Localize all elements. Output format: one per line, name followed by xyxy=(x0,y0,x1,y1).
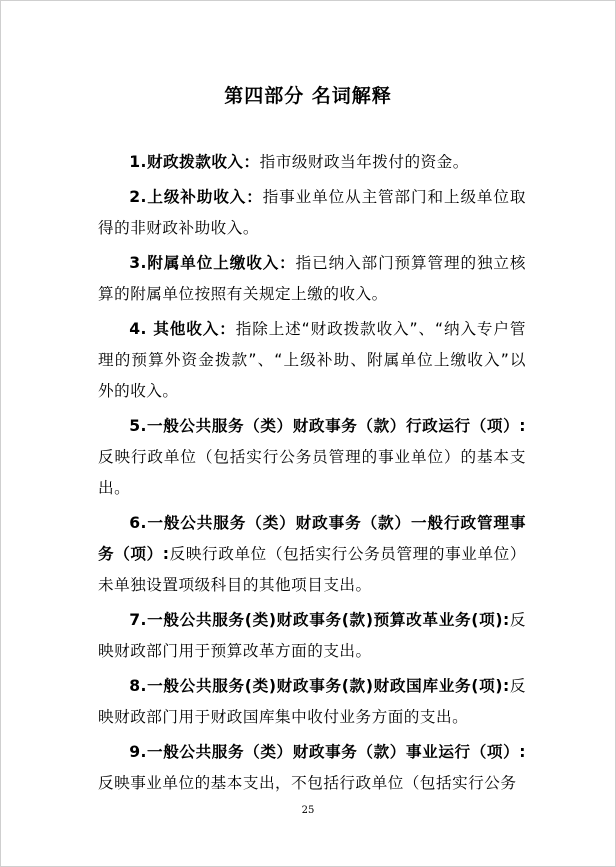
glossary-entry-5 xyxy=(98,411,526,505)
glossary-entry-2 xyxy=(98,182,526,244)
entry-description: 反映事业单位的基本支出，不包括行政单位（包括实行公务 xyxy=(98,773,517,792)
entry-term: 6.一般公共服务（类）财政事务（款）一般行政管理事务（项）: xyxy=(98,513,526,563)
glossary-content xyxy=(98,147,526,803)
entry-description: 反映财政部门用于财政国库集中收付业务方面的支出。 xyxy=(98,676,526,726)
page-number: 25 xyxy=(301,805,315,816)
entry-term: 5.一般公共服务（类）财政事务（款）行政运行（项）: xyxy=(129,416,526,435)
entry-description: 指除上述“财政拨款收入”、“纳入专户管理的预算外资金拨款”、“上级补助、附属单位上缴收入”以外的收入。 xyxy=(98,319,526,400)
glossary-entry-1 xyxy=(98,147,526,178)
entry-description: 反映行政单位（包括实行公务员管理的事业单位）未单独设置项级科目的其他项目支出。 xyxy=(98,544,526,595)
entry-description: 指已纳入部门预算管理的独立核算的附属单位按照有关规定上缴的收入。 xyxy=(98,253,526,303)
entry-term: 1.财政拨款收入： xyxy=(129,153,260,171)
entry-description: 反映财政部门用于预算改革方面的支出。 xyxy=(98,610,526,661)
entry-term: 2.上级补助收入： xyxy=(129,187,263,206)
entry-description: 指市级财政当年拨付的资金。 xyxy=(259,153,469,171)
glossary-entry-3 xyxy=(98,248,526,310)
entry-term: 8.一般公共服务(类)财政事务(款)财政国库业务(项): xyxy=(129,676,510,695)
entry-term: 9.一般公共服务（类）财政事务（款）事业运行（项）: xyxy=(129,742,526,761)
entry-term: 4. 其他收入： xyxy=(129,319,236,338)
section-title: 第四部分 名词解释 xyxy=(224,85,392,107)
glossary-entry-9 xyxy=(98,737,526,799)
glossary-entry-8 xyxy=(98,671,526,733)
glossary-entry-6 xyxy=(98,508,526,602)
entry-description: 指事业单位从主管部门和上级单位取得的非财政补助收入。 xyxy=(98,187,526,237)
glossary-entry-4 xyxy=(98,314,526,408)
entry-description: 反映行政单位（包括实行公务员管理的事业单位）的基本支出。 xyxy=(98,447,526,498)
entry-term: 7.一般公共服务(类)财政事务(款)预算改革业务(项): xyxy=(129,610,510,629)
glossary-entry-7 xyxy=(98,605,526,667)
entry-term: 3.附属单位上缴收入： xyxy=(129,253,296,272)
